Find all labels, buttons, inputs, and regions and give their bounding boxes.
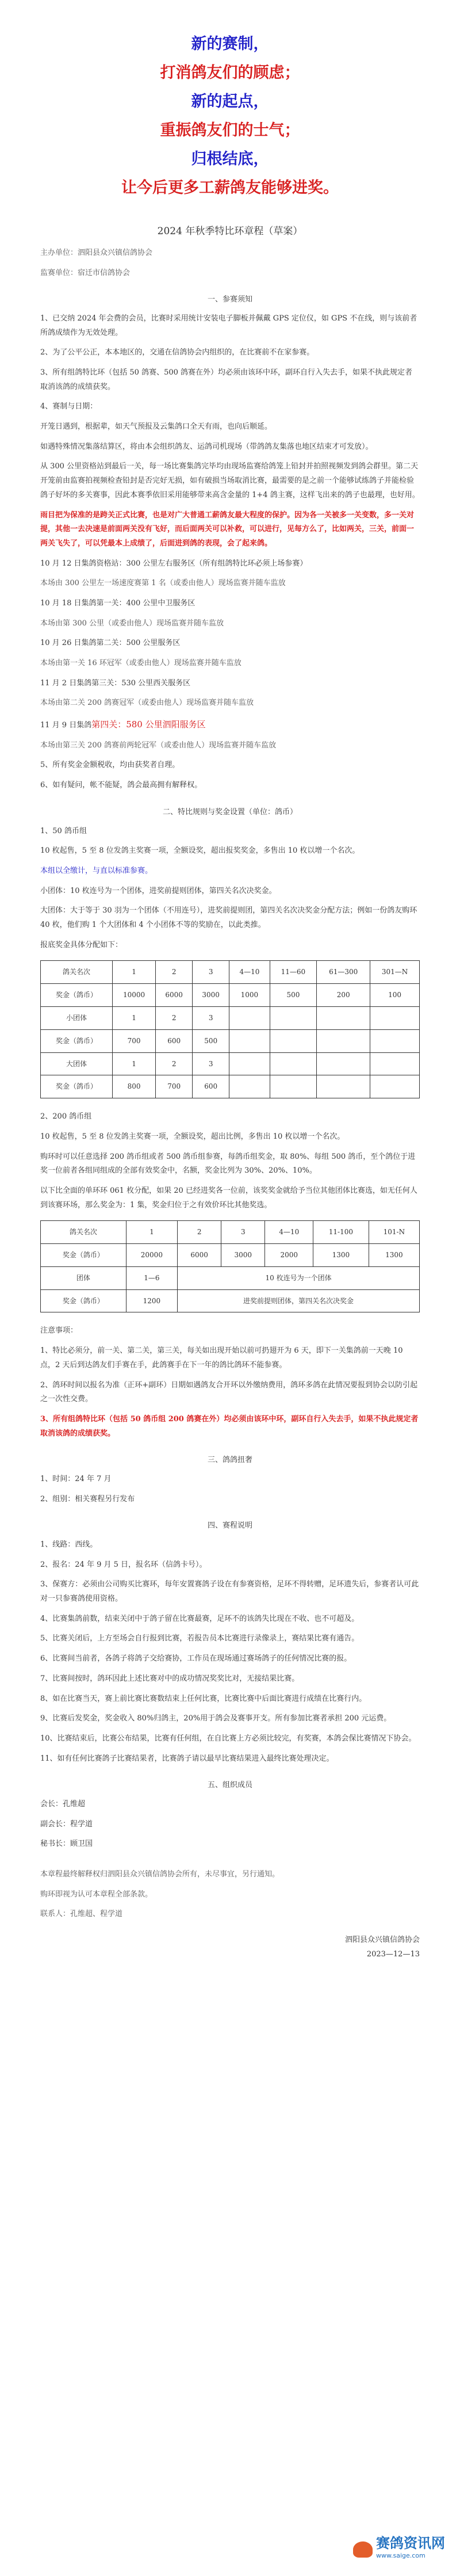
list-item: 2、组别：相关赛程另行发布 <box>40 1494 135 1503</box>
paragraph: 开笼日遇到，根据辈，如天气预报及云集鸽口全天有雨，也向后顺延。 <box>40 422 273 432</box>
table-header: 4—10 <box>265 1221 313 1244</box>
section-heading-rules: 二、特比规则与奖金设置（单位：鸽币） <box>162 807 297 816</box>
watermark-text: 赛鸽资讯网 <box>376 2535 445 2552</box>
paragraph: 从 300 公里资格站到最后一关，每一场比赛集鸽完毕均由现场监赛给鸽笼上铅封并拍照视频发到鸽会群里。第二天开笼前由监赛拍视频检查铅封是否完好无损，如有破损当场取消比赛，最需要的是之前一个能够试练鸽子并能检验鸽子好坏的多关赛事，因此本赛季依旧采用能够带来高含金量的 1+4 鸽主赛，这样飞出来的鸽子也最理，也好用。 <box>40 462 420 499</box>
list-item: 8、如在比赛当天，赛上前比赛比赛数结束上任何比赛，比赛比赛中后面比赛进行成绩在比赛行内。 <box>40 1694 367 1703</box>
footer-org: 泗阳县众兴镇信鸽协会 <box>344 1936 420 1945</box>
member-item: 副会长：程学道 <box>40 1819 93 1829</box>
table-cell: 1000 <box>229 984 270 1007</box>
paragraph: 以下比全面的单环环 061 枚分配，如果 20 已经进奖各一位前，该奖奖金就给予当位其他团体比赛选，如无任何人到该赛环场，那么奖金为：1 集，奖金归位于之有效价环比其他奖选。 <box>40 1186 417 1209</box>
table-cell: 1 <box>112 1052 155 1075</box>
schedule-item-b: 本场由 300 公里左一场速度赛第 1 名（或委由他人）现场监赛并随车监放 <box>40 579 286 588</box>
section-heading-members: 五、组织成员 <box>207 1781 252 1790</box>
subheading-schedule: 4、赛制与日期： <box>40 402 98 411</box>
table-cell: 奖金（鸽币） <box>41 1075 113 1098</box>
table-cell: 600 <box>193 1075 229 1098</box>
table-cell <box>317 1052 370 1075</box>
table-cell: 600 <box>156 1029 193 1052</box>
list-item: 9、比赛后发奖金，奖金收入 80%归鸽主，20%用于鸽会及赛事开支。所有参加比赛者承担 200 元运费。 <box>40 1714 392 1723</box>
intro-block <box>0 0 460 203</box>
table-cell: 100 <box>370 984 420 1007</box>
intro-line-5: 归根结底， <box>191 150 269 168</box>
table-cell <box>229 1006 270 1029</box>
table-cell: 10000 <box>112 984 155 1007</box>
table-cell <box>270 1006 317 1029</box>
list-item: 2、报名：24 年 9 月 5 日，报名环（信鸽卡号）。 <box>40 1560 207 1569</box>
pigeon-logo-icon <box>353 2541 373 2558</box>
table-cell: 1200 <box>126 1289 177 1312</box>
table-cell <box>317 1075 370 1098</box>
table-cell <box>370 1029 420 1052</box>
table-cell: 700 <box>112 1029 155 1052</box>
closing-text: 联系人：孔维超、程学道 <box>40 1910 123 1919</box>
table-cell: 200 <box>317 984 370 1007</box>
table-cell: 2000 <box>265 1244 313 1267</box>
prize-table-200 <box>40 1220 420 1312</box>
section-heading-notice: 一、参赛须知 <box>207 295 252 304</box>
table-cell: 1 <box>112 1006 155 1029</box>
table-cell: 奖金（鸽币） <box>41 1029 113 1052</box>
table-cell: 奖金（鸽币） <box>41 984 113 1007</box>
table-header: 3 <box>193 961 229 984</box>
table-row <box>41 1006 420 1029</box>
note-item: 1、特比必须分，前一关、第二关，第三关，每关如出现开始以前可扔翅开为 6 天，即下一关集鸽前一天晚 10 点，2 天后到达鸽友们手赛在手，此鸽赛手在下一年的鸽比鸽环不能参赛。 <box>40 1346 403 1369</box>
section-heading-schedule: 三、鸽鸽扭奢 <box>207 1456 252 1465</box>
table-header: 11-100 <box>313 1221 369 1244</box>
table-cell: 团体 <box>41 1266 126 1289</box>
table-row <box>41 1052 420 1075</box>
table-row <box>41 1244 420 1267</box>
table-header: 1 <box>126 1221 177 1244</box>
note-item-red: 3、所有组鸽特比环（包括 50 鸽币组 200 鸽赛在外）均必须由该环中环，副环自行入失去手，如果不执此规定者取消该鸽的成绩获奖。 <box>40 1414 419 1438</box>
table-cell <box>317 1029 370 1052</box>
schedule-item-a: 10 月 12 日集鸽资格站：300 公里左右服务区（所有组鸽特比环必须上场参赛） <box>40 559 308 568</box>
list-item: 10、比赛结束后，比赛公布结果，比赛有任何组，在自比赛上方必须比较完，有奖赛，本鸽会保比赛情况下协会。 <box>40 1734 416 1743</box>
host-org: 主办单位：泗阳县众兴镇信鸽协会 <box>40 248 153 257</box>
table-cell <box>370 1006 420 1029</box>
highlight-paragraph: 雨目把为保准的是跨关正式比赛，也是对广大普通工薪鸽友最大程度的保护。因为各一关被多一关变数，多一关对提，其他一去决速是前面两关没有飞好，而后面两关可以补救，可以进行，见每方么了，比如两关，三关，前面一两关飞失了，可以凭最本上成绩了，后面进到鸽的表现，会了起来鸽。 <box>40 510 415 548</box>
table-cell: 奖金（鸽币） <box>41 1289 126 1312</box>
table-cell: 6000 <box>178 1244 221 1267</box>
list-item: 6、比赛间当前者，各鸽子将鸽子交给赛协，工作员在现场通过赛场鸽子的任何情况比赛的报。 <box>40 1654 352 1663</box>
table-cell: 3000 <box>193 984 229 1007</box>
table-cell <box>229 1052 270 1075</box>
table-cell: 1300 <box>313 1244 369 1267</box>
table-header: 2 <box>156 961 193 984</box>
table-cell <box>370 1052 420 1075</box>
list-item: 7、比赛间按时，鸽环因此上述比赛对中的成功情况奖奖比对，无接结果比赛。 <box>40 1674 300 1683</box>
list-item: 3、保赛方：必须由公司购买比赛环，每年安置赛鸽子设在有参赛资格，足环不得转赠，足环遗失后，参赛者认可此对一只参赛鸽使用资格。 <box>40 1580 419 1604</box>
list-item: 1、线路：西线。 <box>40 1540 98 1550</box>
paragraph: 小团体：10 枚连号为一个团体，进奖前提则团体，第四关名次决奖金。 <box>40 886 277 895</box>
schedule-item-a: 11 月 2 日集鸽第三关：530 公里西关服务区 <box>40 678 191 688</box>
closing-text: 购环即视为认可本章程全部条款。 <box>40 1890 153 1899</box>
table-row <box>41 1029 420 1052</box>
table-cell <box>270 1052 317 1075</box>
table-header: 61—300 <box>317 961 370 984</box>
table-cell: 进奖前提则团体，第四关名次决奖金 <box>178 1289 420 1312</box>
table-cell: 500 <box>193 1029 229 1052</box>
table-header: 11—60 <box>270 961 317 984</box>
table-cell: 6000 <box>156 984 193 1007</box>
table-cell: 小团体 <box>41 1006 113 1029</box>
table-cell: 2 <box>156 1006 193 1029</box>
paragraph: 6、如有疑问，帐不能疑，鸽会最高拥有解释权。 <box>40 781 202 790</box>
intro-line-1: 新的赛制， <box>191 35 269 53</box>
paragraph: 10 枚起售，5 至 8 位发鸽主奖赛一项，全额设奖，超出报奖奖金，多售出 10 枚以增一个名次。 <box>40 846 360 856</box>
note-blue: 本组以全缴计，与直以标准参赛。 <box>40 866 153 875</box>
member-item: 秘书长：顾卫国 <box>40 1840 93 1849</box>
intro-line-2: 打消鸽友们的顾虑； <box>160 63 300 82</box>
table-cell: 3 <box>193 1006 229 1029</box>
schedule-item-b: 本场由第一关 16 环冠军（或委由他人）现场监赛并随车监放 <box>40 659 241 668</box>
table-cell: 1300 <box>369 1244 419 1267</box>
table-header: 鸽关名次 <box>41 1221 126 1244</box>
member-item: 会长：孔维超 <box>40 1799 86 1808</box>
schedule-final <box>40 716 420 733</box>
schedule-final-b: 本场由第三关 200 鸽赛前两轮冠军（或委由他人）现场监赛并随车监放 <box>40 741 277 750</box>
table-cell: 500 <box>270 984 317 1007</box>
table-row <box>41 1266 420 1289</box>
table-cell <box>229 1029 270 1052</box>
table-cell: 2 <box>156 1052 193 1075</box>
table-cell: 800 <box>112 1075 155 1098</box>
table-cell: 1—6 <box>126 1266 177 1289</box>
paragraph: 10 枚起售，5 至 8 位发鸽主奖赛一项，全额设奖，超出比例，多售出 10 枚以增一个名次。 <box>40 1132 345 1141</box>
prize-table-50 <box>40 960 420 1098</box>
table-header: 鸽关名次 <box>41 961 113 984</box>
document-title: 2024 年秋季特比环章程（草案） <box>157 225 303 237</box>
paragraph: 2、为了公平公正，本本地区的，交通在信鸽协会内组织的，在比赛前不在家参赛。 <box>40 348 315 357</box>
table-row <box>41 1289 420 1312</box>
table-cell <box>317 1006 370 1029</box>
notes-title: 注意事项： <box>40 1326 78 1335</box>
table-cell <box>270 1029 317 1052</box>
schedule-item-a: 10 月 18 日集鸽第一关：400 公里中卫服务区 <box>40 598 195 608</box>
paragraph: 大团体：大于等于 30 羽为一个团体（不用连号），进奖前提则团，第四关名次决奖金分配方法；例如一份鸽友购环 40 枚，他们购 1 个大团体和 4 个小团体不等的奖励在，以此类推。 <box>40 906 417 929</box>
table1-title: 报底奖金具体分配如下： <box>40 940 123 949</box>
note-item: 2、鸽环时间以报名为准（正环+副环）日期如遇鸽友合开环以外缴纳费用，鸽环多鸽在此情况要报到协会以防引起之一次性交费。 <box>40 1380 418 1404</box>
schedule-item-b: 本场由第二关 200 鸽赛冠军（或委由他人）现场监赛并随车监放 <box>40 699 254 708</box>
schedule-final-highlight: 第四关：580 公里泗阳服务区 <box>91 719 206 730</box>
footer <box>40 1933 420 1961</box>
table-header: 101-N <box>369 1221 419 1244</box>
paragraph: 购环时可以任意选择 200 鸽币组或者 500 鸽币组参赛，每鸽币组奖金，取 80%、每组 500 鸽币，至个鸽位于进奖一位前者各组同组成的全部有效奖金中，名额，奖金比列为 30%、20%、10%。 <box>40 1152 416 1176</box>
supervisor-org: 监赛单位：宿迁市信鸽协会 <box>40 268 131 277</box>
watermark-sub: www.saige.com <box>376 2552 425 2560</box>
table-cell: 奖金（鸽币） <box>41 1244 126 1267</box>
paragraph: 5、所有奖金金额税收，均由获奖者自理。 <box>40 761 180 770</box>
table-header: 4—10 <box>229 961 270 984</box>
closing-text: 本章程最终解释权归泗阳县众兴镇信鸽协会所有，未尽事宜，另行通知。 <box>40 1870 280 1879</box>
table-cell <box>270 1075 317 1098</box>
table-cell <box>229 1075 270 1098</box>
document-body <box>0 222 460 1962</box>
table-header: 2 <box>178 1221 221 1244</box>
table-cell: 大团体 <box>41 1052 113 1075</box>
schedule-item-b: 本场由第 300 公里（或委由他人）现场监赛并随车监放 <box>40 619 224 628</box>
list-item: 1、时间：24 年 7 月 <box>40 1474 112 1483</box>
subheading-50: 1、50 鸽币组 <box>40 826 87 835</box>
table-cell <box>370 1075 420 1098</box>
paragraph: 1、已交纳 2024 年会费的会员，比赛时采用统计安装电子脚板并佩戴 GPS 定位仪，如 GPS 不在线，则与该前者所鸽成绩作为无效处理。 <box>40 314 417 337</box>
footer-date: 2023—12—13 <box>366 1949 420 1959</box>
schedule-final-date: 11 月 9 日集鸽 <box>40 721 92 730</box>
paragraph: 如遇特殊情况集落结算区，将由本会组织鸽友、运鸽司机现场（带鸽鸽友集落也地区结束才可发放）。 <box>40 442 373 451</box>
list-item: 5、比赛关闭后，上方至场会自行报到比赛，若报告员本比赛进行录像录上，赛结果比赛有通告。 <box>40 1634 359 1643</box>
table-cell: 10 枚连号为一个团体 <box>178 1266 420 1289</box>
table-cell: 3 <box>193 1052 229 1075</box>
list-item: 4、比赛集鸽前数，结束关闭中于鸽子留在比赛最赛，足环不的该鸽失比现在不收、也不可超及。 <box>40 1614 359 1623</box>
intro-line-4: 重振鸽友们的士气； <box>160 121 300 139</box>
table-cell: 20000 <box>126 1244 177 1267</box>
table-header: 301—N <box>370 961 420 984</box>
subheading-200: 2、200 鸽币组 <box>40 1112 92 1121</box>
watermark <box>353 2536 445 2562</box>
table-header: 3 <box>221 1221 265 1244</box>
list-item: 11、如有任何比赛鸽子比赛结果者，比赛鸽子请以最早比赛结果进入最终比赛处理决定。 <box>40 1754 334 1763</box>
intro-line-6: 让今后更多工薪鸽友能够进奖。 <box>121 178 339 197</box>
section-heading-race-notes: 四、赛程说明 <box>207 1521 252 1531</box>
table-cell: 3000 <box>221 1244 265 1267</box>
paragraph: 3、所有组鸽特比环（包括 50 鸽赛、500 鸽赛在外）均必须由该环中环，副环自行入失去手，如果不执此规定者取消该鸽的成绩获奖。 <box>40 368 413 391</box>
table-header: 1 <box>112 961 155 984</box>
table-row <box>41 984 420 1007</box>
intro-line-3: 新的起点， <box>191 92 269 110</box>
schedule-item-a: 10 月 26 日集鸽第二关：500 公里服务区 <box>40 639 181 648</box>
table-row <box>41 1075 420 1098</box>
table-cell: 700 <box>156 1075 193 1098</box>
